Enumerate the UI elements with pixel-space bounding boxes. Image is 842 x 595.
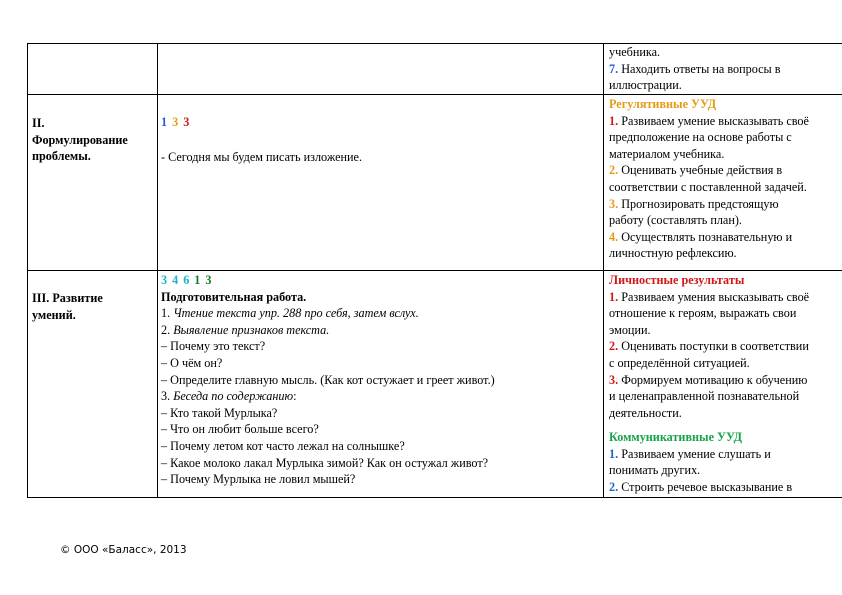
line-text: Оценивать учебные действия в <box>618 163 783 178</box>
text-line <box>609 229 792 246</box>
line-text: соответствии с поставленной задачей. <box>609 180 807 194</box>
text-line <box>161 421 319 438</box>
line-text-emphasis: Беседа по содержанию <box>173 389 294 404</box>
text-line <box>609 305 796 322</box>
item-number: 1. <box>609 446 619 461</box>
text-line <box>609 113 809 130</box>
text-line <box>161 338 265 355</box>
line-text: деятельности. <box>609 405 682 420</box>
item-number: 4. <box>609 229 619 244</box>
line-text: эмоции. <box>609 322 651 337</box>
line-text: – Что он любит больше всего? <box>161 422 319 437</box>
stage-title-line: умений. <box>32 307 76 322</box>
regulative-header: Регулятивные УУД <box>609 97 717 111</box>
skill-marker: 3 <box>172 115 179 129</box>
item-number: 3. <box>609 372 619 387</box>
text-line <box>161 388 296 405</box>
text-line <box>609 338 809 355</box>
line-text: и целенаправленной познавательной <box>609 389 800 404</box>
communicative-header: Коммуникативные УУД <box>609 430 743 444</box>
item-number: 1. <box>609 289 619 304</box>
text-line <box>609 388 799 405</box>
line-text: работу (составлять план). <box>609 213 742 228</box>
line-text: – Кто такой Мурлыка? <box>161 405 278 420</box>
text-line <box>609 479 792 496</box>
skill-marker: 3 <box>161 273 168 287</box>
text-line <box>609 446 771 463</box>
row-divider <box>27 270 842 271</box>
text-line <box>609 405 682 422</box>
line-text: Развиваем умения высказывать своё <box>618 289 810 304</box>
skill-marker: 4 <box>172 273 179 287</box>
line-text: Формируем мотивацию к обучению <box>618 372 808 387</box>
line-text: Прогнозировать предстоящую <box>618 196 779 211</box>
col-divider <box>27 43 28 498</box>
col-divider <box>603 43 604 498</box>
line-text: материалом учебника. <box>609 146 725 161</box>
text-line <box>609 61 781 78</box>
line-text: – Почему летом кот часто лежал на солнышке? <box>161 439 405 453</box>
line-text: отношение к героям, выражать свои <box>609 306 797 321</box>
line-text: – О чём он? <box>161 356 223 370</box>
line-text: Оценивать поступки в соответствии <box>618 339 809 354</box>
stage-title-line: Формулирование <box>32 132 128 147</box>
skill-marker: 6 <box>183 273 190 287</box>
table-border-bottom <box>27 497 842 498</box>
stage-title-line: III. Развитие <box>32 291 103 305</box>
text-line <box>161 305 419 322</box>
line-text: иллюстрации. <box>609 78 682 93</box>
text-line <box>609 322 651 339</box>
line-text: Подготовительная работа. <box>161 289 307 304</box>
item-number: 2. <box>609 163 619 178</box>
text-line <box>609 77 682 94</box>
skill-marker: 1 <box>194 273 201 287</box>
line-text: Развиваем умение высказывать своё <box>618 113 809 128</box>
text-line <box>161 322 329 339</box>
text-line <box>609 355 750 372</box>
line-text: понимать других. <box>609 463 701 478</box>
item-number: 2. <box>609 479 619 494</box>
skill-marker: 3 <box>205 273 212 287</box>
line-text: с определённой ситуацией. <box>609 356 750 370</box>
text-line <box>609 129 792 146</box>
line-text: учебника. <box>609 45 661 59</box>
personal-results-header: Личностные результаты <box>609 273 745 287</box>
line-text: – Определите главную мысль. (Как кот остужает и греет живот.) <box>161 372 495 387</box>
line-text: Находить ответы на вопросы в <box>618 61 781 76</box>
text-line <box>161 355 222 372</box>
stage-title-line: II. <box>32 116 45 130</box>
item-number: 1. <box>609 113 619 128</box>
line-text: Развиваем умение слушать и <box>618 446 771 461</box>
text-line <box>161 405 277 422</box>
row2-middle-text: - Сегодня мы будем писать изложение. <box>161 150 362 164</box>
line-text: 1. <box>161 306 174 321</box>
line-text-emphasis: Выявление признаков текста. <box>173 322 330 337</box>
row2-markers <box>161 114 194 131</box>
text-line <box>161 289 306 306</box>
text-line <box>609 289 809 306</box>
row3-markers <box>161 272 216 289</box>
line-text: – Какое молоко лакал Мурлыка зимой? Как он остужал живот? <box>161 455 489 470</box>
text-line <box>609 44 660 61</box>
text-line <box>609 372 807 389</box>
col-divider <box>157 43 158 498</box>
text-line <box>161 438 405 455</box>
table-border-top <box>27 43 842 44</box>
skill-marker: 1 <box>161 115 168 129</box>
text-line <box>609 212 742 229</box>
line-text: личностную рефлексию. <box>609 246 737 261</box>
text-line <box>609 196 779 213</box>
text-line <box>609 146 724 163</box>
line-text: 2. <box>161 322 174 337</box>
line-text: 3. <box>161 389 174 404</box>
text-line <box>609 245 737 262</box>
text-line <box>161 455 488 472</box>
line-text: Осуществлять познавательную и <box>618 229 793 244</box>
text-line <box>609 179 807 196</box>
text-line <box>161 372 495 389</box>
lesson-table <box>27 43 842 498</box>
stage-title-line: проблемы. <box>32 149 91 164</box>
line-text: – Почему это текст? <box>161 339 266 354</box>
text-line <box>609 462 700 479</box>
line-text: – Почему Мурлыка не ловил мышей? <box>161 472 356 487</box>
item-number: 3. <box>609 196 619 211</box>
copyright-footer: © ООО «Баласс», 2013 <box>60 544 187 556</box>
text-line <box>161 471 355 488</box>
skill-marker: 3 <box>183 115 190 129</box>
row-divider <box>27 94 842 95</box>
line-text: предположение на основе работы с <box>609 130 792 145</box>
line-text-emphasis: Чтение текста упр. 288 про себя, затем вслух. <box>173 306 419 321</box>
item-number: 7. <box>609 61 619 76</box>
line-text-tail: : <box>293 389 297 404</box>
line-text: Строить речевое высказывание в <box>618 479 793 494</box>
item-number: 2. <box>609 339 619 354</box>
text-line <box>609 162 782 179</box>
